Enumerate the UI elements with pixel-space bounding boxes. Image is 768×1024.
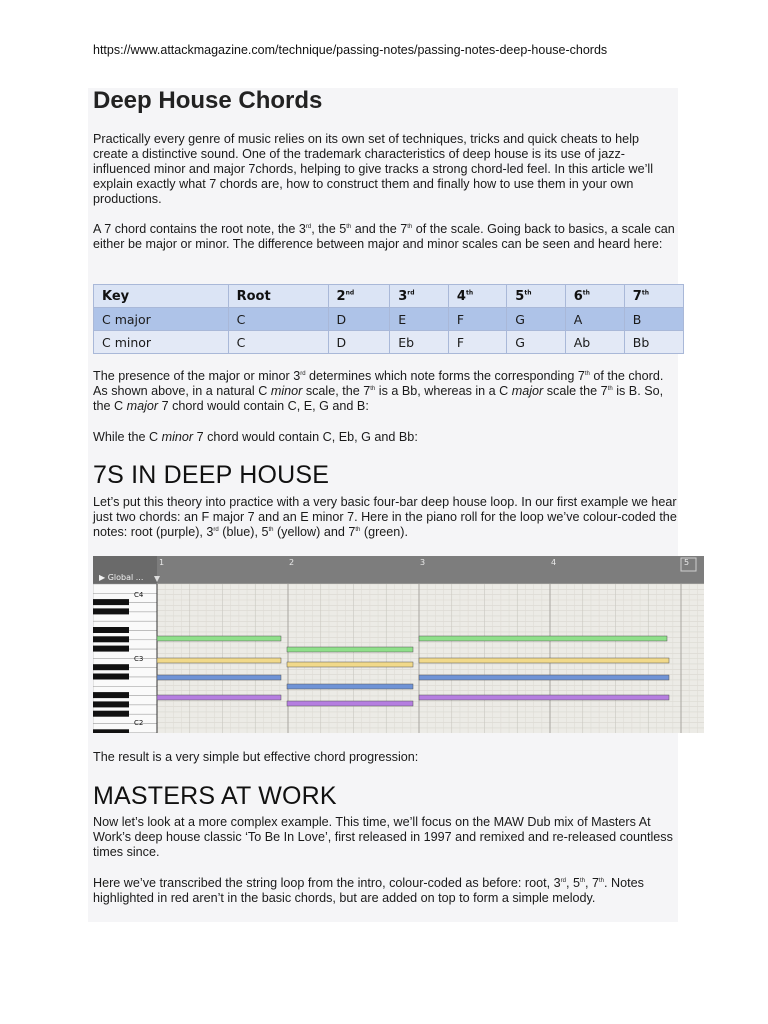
result-paragraph: The result is a very simple but effective chord progression: [93,750,419,764]
table-header-cell: 3rd [390,285,449,308]
note-seventh [157,636,281,641]
note-fifth [419,658,669,663]
bar-number: 1 [159,558,165,567]
note-third [419,675,669,680]
page-title: Deep House Chords [93,87,323,114]
table-cell: D [328,308,390,331]
string-loop-paragraph: Here we’ve transcribed the string loop from the intro, colour-coded as before: root, 3rd, 5th, 7th. Notes highlighted in red aren’t in the basic chords, but are added on top to form a simple melody. [93,876,644,905]
table-cell: C [228,331,328,354]
section-heading-7s: 7S IN DEEP HOUSE [93,461,330,489]
note-seventh [287,647,413,652]
minor-chord-paragraph: While the C minor 7 chord would contain C, Eb, G and Bb: [93,430,418,444]
table-header-cell: Key [94,285,229,308]
table-cell: C major [94,308,229,331]
table-cell: A [565,308,624,331]
note-root [419,695,669,700]
table-header-cell: Root [228,285,328,308]
scale-table [93,284,684,354]
table-cell: G [507,308,565,331]
intro-paragraph: Practically every genre of music relies on its own set of techniques, tricks and quick cheats to help create a distinctive sound. One of the trademark characteristics of deep house is its use of jazz-influenced minor and major 7chords, helping to give tracks a strong chord-led feel. In this article we’ll explain exactly what 7 chords are, how to construct them and finally how to use them in your own productions. [93,132,654,206]
section-7s-paragraph: Let’s put this theory into practice with a very basic four-bar deep house loop. In our first example we hear just two chords: an F major 7 and an E minor 7. Here in the piano roll for the loop we’ve colour-coded the notes: root (purple), 3rd (blue), 5th (yellow) and 7th (green). [93,495,677,539]
octave-label: C4 [134,591,144,599]
section-heading-masters: MASTERS AT WORK [93,782,337,810]
bar-number: 4 [551,558,557,567]
table-cell: E [390,308,449,331]
track-label: ▶ Global ... [99,573,144,582]
note-fifth [157,658,281,663]
table-header-cell: 2nd [328,285,390,308]
source-url[interactable]: https://www.attackmagazine.com/technique/passing-notes/passing-notes-deep-house-chords [93,43,608,57]
table-cell: Eb [390,331,449,354]
table-cell: C [228,308,328,331]
table-header-cell: 5th [507,285,565,308]
table-header-cell: 7th [624,285,683,308]
table-cell: C minor [94,331,229,354]
table-header-cell: 6th [565,285,624,308]
table-cell: Ab [565,331,624,354]
table-row-c-minor [94,331,684,354]
octave-label: C2 [134,719,144,727]
note-root [157,695,281,700]
chord-definition-paragraph: A 7 chord contains the root note, the 3rd, the 5th and the 7th of the scale. Going back to basics, a scale can either be major or minor. The difference between major and minor scales can be seen and heard here: [93,222,675,251]
table-cell: F [448,331,506,354]
table-row-c-major [94,308,684,331]
masters-paragraph: Now let’s look at a more complex example. This time, we’ll focus on the MAW Dub mix of Masters At Work’s deep house classic ‘To Be In Love’, first released in 1997 and remixed and re-released countless times since. [93,815,673,859]
major-minor-paragraph: The presence of the major or minor 3rd determines which note forms the corresponding 7th of the chord. As shown above, in a natural C minor scale, the 7th is a Bb, whereas in a C major scale the 7th is B. So, the C major 7 chord would contain C, E, G and B: [93,369,664,413]
note-third [157,675,281,680]
table-header-row [94,285,684,308]
piano-keyboard [93,584,157,733]
table-cell: F [448,308,506,331]
bar-number: 3 [420,558,426,567]
note-fifth [287,662,413,667]
bar-number: 5 [684,558,690,567]
note-seventh [419,636,667,641]
note-third [287,684,413,689]
table-header-cell: 4th [448,285,506,308]
octave-label: C3 [134,655,144,663]
bar-number: 2 [289,558,295,567]
table-cell: G [507,331,565,354]
table-cell: D [328,331,390,354]
note-root [287,701,413,706]
table-cell: B [624,308,683,331]
table-cell: Bb [624,331,683,354]
piano-roll-image [93,556,704,733]
